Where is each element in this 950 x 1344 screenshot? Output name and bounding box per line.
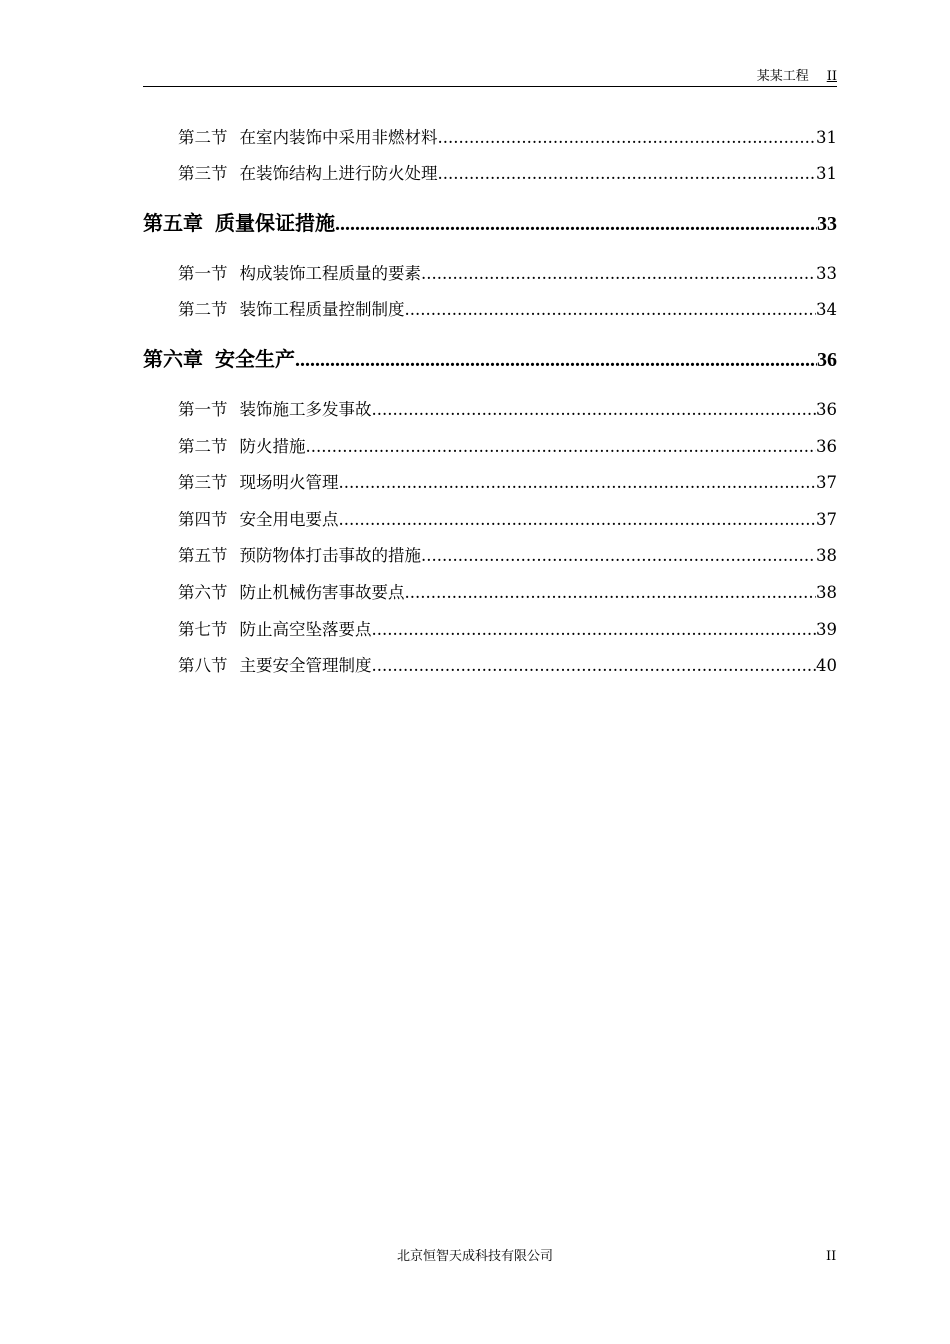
section-number: 第二节 [178,300,228,319]
section-number: 第五节 [178,546,228,565]
section-page-number: 34 [816,300,837,319]
leader-dots [339,472,817,494]
toc-chapter-entry[interactable] [143,346,837,372]
leader-dots [438,127,817,149]
section-page-number: 31 [816,164,837,183]
toc-section-entry[interactable] [178,545,837,567]
leader-dots [372,399,817,421]
leader-dots [306,436,817,458]
header-page-number: II [826,69,837,84]
section-title: 装饰施工多发事故 [239,400,372,419]
leader-dots [438,163,817,185]
section-number: 第三节 [178,473,228,492]
section-page-number: 37 [816,473,837,492]
section-title: 安全用电要点 [239,510,339,529]
section-title: 在装饰结构上进行防火处理 [239,164,438,183]
toc-section-entry[interactable] [178,582,837,604]
toc-section-entry[interactable] [178,472,837,494]
section-number: 第二节 [178,437,228,456]
leader-dots [421,263,816,285]
leader-dots [421,545,816,567]
chapter-page-number: 36 [817,349,837,371]
toc-section-entry[interactable] [178,127,837,149]
chapter-number: 第五章 [143,211,203,235]
toc-section-entry[interactable] [178,436,837,458]
section-number: 第一节 [178,400,228,419]
toc-section-entry[interactable] [178,163,837,185]
section-title: 在室内装饰中采用非燃材料 [239,128,438,147]
chapter-title: 质量保证措施 [215,211,335,235]
toc-section-entry[interactable] [178,299,837,321]
footer-page-number: II [826,1249,837,1264]
chapter-page-number: 33 [817,213,837,235]
leader-dots [405,299,817,321]
toc-section-entry[interactable] [178,509,837,531]
section-page-number: 31 [816,128,837,147]
section-number: 第二节 [178,128,228,147]
toc-section-entry[interactable] [178,399,837,421]
section-page-number: 33 [816,264,837,283]
section-number: 第六节 [178,583,228,602]
leader-dots [405,582,817,604]
footer-company: 北京恒智天成科技有限公司 [396,1249,553,1264]
section-title: 构成装饰工程质量的要素 [239,264,421,283]
section-title: 预防物体打击事故的措施 [239,546,421,565]
section-number: 第一节 [178,264,228,283]
section-page-number: 37 [816,510,837,529]
section-title: 装饰工程质量控制制度 [239,300,405,319]
section-page-number: 40 [816,656,837,675]
section-page-number: 39 [816,620,837,639]
chapter-title: 安全生产 [215,347,295,371]
toc-section-entry[interactable] [178,619,837,641]
header-rule [143,86,837,87]
section-title: 防止高空坠落要点 [239,620,372,639]
section-page-number: 36 [816,400,837,419]
chapter-number: 第六章 [143,347,203,371]
page-header [143,68,837,86]
toc-section-entry[interactable] [178,655,837,677]
toc-chapter-entry[interactable] [143,210,837,236]
toc-section-entry[interactable] [178,263,837,285]
section-title: 防火措施 [239,437,306,456]
leader-dots [372,619,817,641]
section-number: 第四节 [178,510,228,529]
leader-dots [295,347,817,372]
section-page-number: 38 [816,583,837,602]
leader-dots [335,211,817,236]
section-page-number: 38 [816,546,837,565]
section-title: 防止机械伤害事故要点 [239,583,405,602]
leader-dots [339,509,817,531]
section-number: 第七节 [178,620,228,639]
section-number: 第八节 [178,656,228,675]
section-title: 现场明火管理 [239,473,339,492]
section-title: 主要安全管理制度 [239,656,372,675]
leader-dots [372,655,817,677]
section-number: 第三节 [178,164,228,183]
section-page-number: 36 [816,437,837,456]
header-title: 某某工程 [756,69,809,84]
